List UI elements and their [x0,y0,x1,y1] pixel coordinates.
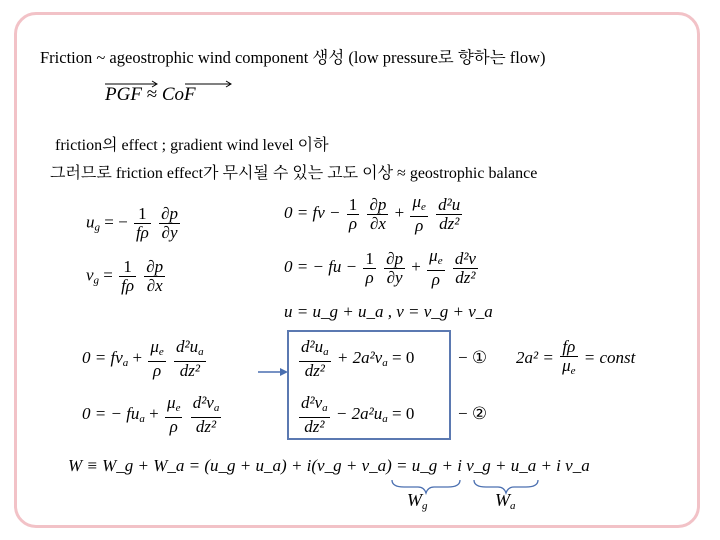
eq-ageo-1: $0 = fv_a$ + $\frac{\mu_e}{\rho}$ $\frac{d^2u_a}{\text{dz²}}$ [82,337,204,380]
eq-complex-wind: W ≡ W_g + W_a = (u_g + u_a) + i(v_g + v_a) = u_g + i v_g + u_a + i v_a [68,456,590,475]
eq-box-2: $\frac{d^2v_a}{\text{dz²}}$ − $2a^2u_a = 0$ [301,393,415,436]
eq-decomposition: u = u_g + u_a , v = v_g + v_a [284,302,493,321]
approx-symbol: ≈ [146,84,158,105]
slide-title: Friction ~ ageostrophic wind component 생성 (low pressure로 향하는 flow) [40,48,546,67]
arrow-icon [258,367,288,377]
eq-momentum-v: 0 = − fu − $\frac{1}{\rho}$ $\frac{\partial p}{\partial y}$ + $\frac{\mu_e}{\rho}$ $\frac{\text{d²v}}{\text{dz²}}$ [284,246,476,289]
vector-arrows [105,80,235,88]
friction-line-1: friction의 effect ; gradient wind level 이하 [55,137,329,154]
cof-symbol: CoF [161,84,196,105]
eq-label-2: − ② [458,404,488,423]
eq-ageo-2: 0 = − $fu_a$ + $\frac{\mu_e}{\rho}$ $\frac{d^2v_a}{\text{dz²}}$ [82,393,220,436]
label-wa: $W_a$ [495,490,516,512]
eq-ug: $u_g$ = − $\frac{1}{f\rho}$ $\frac{\partial p}{\partial y}$ [86,204,178,242]
eq-vg: $v_g$ = $\frac{1}{f\rho}$ $\frac{\partial p}{\partial x}$ [86,257,164,295]
eq-constant: 2a² = $\frac{f\rho}{\mu_e}$ = const [516,337,636,377]
label-wg: $W_g$ [407,490,428,512]
pgf-symbol: PGF [105,84,142,105]
eq-label-1: − ① [458,348,488,367]
eq-box-1: $\frac{d^2u_a}{\text{dz²}}$ + $2a^2v_a = 0$ [301,337,415,380]
friction-line-2: 그러므로 friction effect가 무시될 수 있는 고도 이상 ≈ geostrophic balance [50,165,538,182]
eq-momentum-u: 0 = fv − $\frac{1}{\rho}$ $\frac{\partial p}{\partial x}$ + $\frac{\mu_e}{\rho}$ $\frac{\text{d²u}}{\text{dz²}}$ [284,192,461,235]
